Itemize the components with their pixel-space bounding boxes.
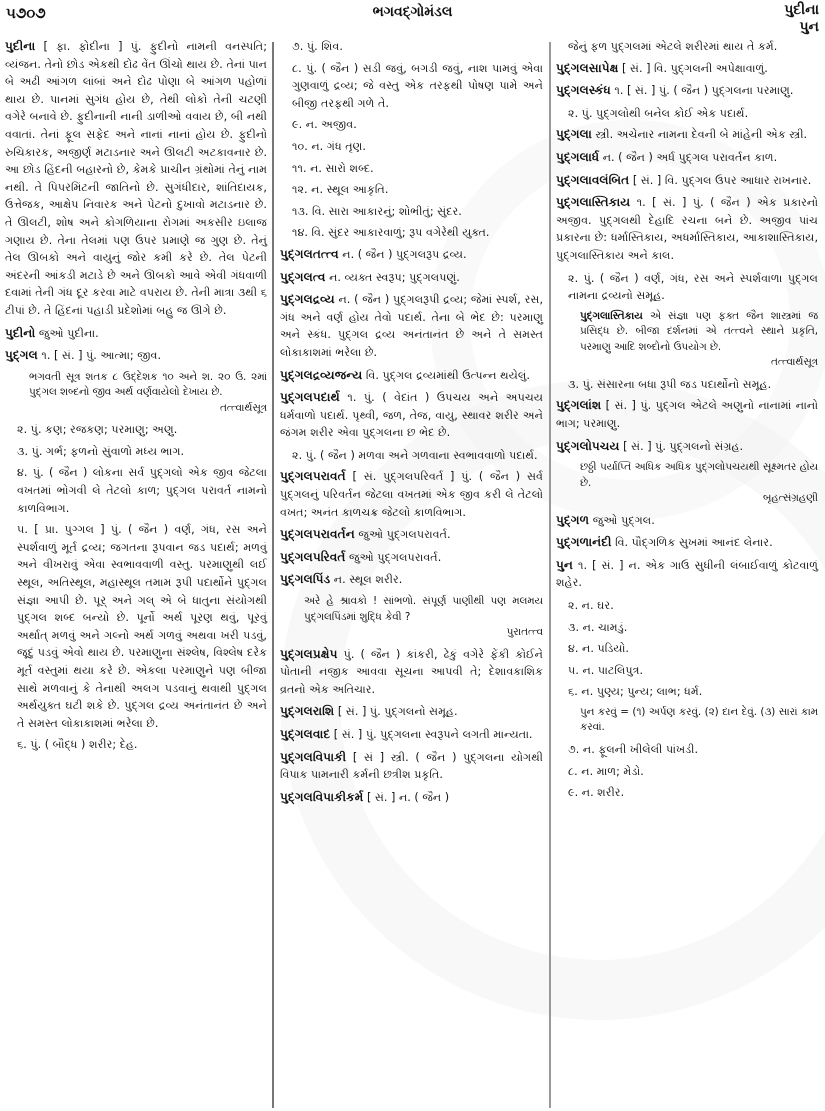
column-1: [5, 38, 267, 1111]
headword: પુદ્ગલદ્રવ્યજન્ય: [280, 367, 363, 382]
headword: પુદ્ગલવિપાકીકર્મ: [280, 789, 364, 804]
headword: પુદીના: [5, 39, 36, 53]
definition-text: જુઓ પુદ્ગલ.: [592, 513, 655, 527]
definition-text: ૧. [ સં. ] ન. એક ગાઉ સુધીની લંબાઈવાળું કોટવાળું શહેર.: [556, 558, 818, 590]
headword: પુદ્ગલોપચય: [556, 438, 620, 453]
dictionary-entry: [5, 325, 267, 343]
definition-text: ૧. પું. ( વેદાંત ) ઉપચય અને અપચય ધર્મવાળો પદાર્થ. પૃથ્વી, જળ, તેજ, વાયુ, સ્થાવર શરીર અને જંગમ શરીર એવા પુદ્ગલના છ ભેદ છે.: [280, 391, 543, 440]
headword: પુદ્ગલપરિવર્ત: [280, 549, 346, 564]
definition-text: વિ. પુદ્ગલ દ્રવ્યમાંથી ઉત્પન્ન થયેલું.: [365, 368, 530, 382]
dictionary-entry: [5, 347, 267, 365]
sense-definition: ૨. પું. પુદ્ગલોથી બનેલ કોઈ એક પદાર્થ.: [568, 106, 749, 120]
sense-definition: ૨. પું. કણ; રજકણ; પરમાણુ; અણુ.: [17, 423, 178, 437]
headword: પુદ્ગલાવલંબિત: [556, 172, 630, 187]
dictionary-entry: [556, 126, 818, 144]
guide-word-last: પુન: [799, 19, 819, 35]
dictionary-entry: [556, 557, 818, 592]
sense-definition: ૩. પું. ગર્ભ; ફળનો સુંવાળો મધ્ય ભાગ.: [17, 444, 185, 458]
sense-definition: ૮. પું. ( જૈન ) સડી જવું, બગડી જવું, નાશ પામવું એવા ગુણવાળું દ્રવ્ય; જે વસ્તુ એક તરફથી પોષણ પામે અને બીજી તરફથી ગળે તે.: [292, 61, 543, 110]
sense-definition: ૯. ન. શરીર.: [568, 786, 625, 800]
definition-text: [ સં. ] પું. પુદ્ગલનો સમૂહ.: [337, 705, 458, 719]
definition-text: ૧. [ સં. ] પું. ( જૈન ) પુદ્ગલના પરમાણુ.: [614, 84, 794, 98]
headword: પુદ્ગલ: [5, 348, 38, 363]
dictionary-entry: [280, 389, 543, 442]
dictionary-entry: [556, 438, 818, 456]
dictionary-entry: [556, 172, 818, 190]
definition-text: [ સં ] સ્ત્રી. ( જૈન ) પુદ્ગલના યોગથી વિપાક પામનારી કર્મની છત્રીશ પ્રકૃતિ.: [280, 750, 543, 782]
sense-definition: ૭. પું. શિવ.: [292, 40, 343, 53]
sense-definition: ૮. ન. માળ; મેડો.: [568, 764, 644, 778]
sense-definition: ૨. ન. ઘર.: [568, 598, 614, 612]
dictionary-entry: [556, 60, 818, 78]
headword: પુદ્ગલાસ્તિકાય: [556, 195, 631, 210]
citation-quote: [556, 309, 818, 371]
page-number: ૫૭૦૭: [6, 4, 46, 22]
definition-text: [ સં. ] પું. પુદ્ગલનો સંગ્રહ.: [623, 439, 744, 453]
dictionary-entry: [280, 269, 543, 287]
definition-text: ન. ( જૈન ) અર્ધ પુદ્ગલ પરાવર્તન કાળ.: [602, 150, 778, 164]
column-divider: [272, 42, 274, 1108]
sense-definition: ૨. પું. ( જૈન ) વર્ણ, ગંધ, રસ અને સ્પર્શવાળા પુદ્ગલ નામના દ્રવ્યનો સમૂહ.: [568, 271, 818, 303]
sense-definition: ૪. પું. ( જૈન ) લોકના સર્વ પુદ્ગલો એક જીવ જેટલા વખતમાં ભોગવી લે તેટલો કાળ; પુદ્ગલ પરાવર્ત નામનો કાળવિભાગ.: [17, 466, 267, 515]
definition-text: ન. ( જૈન ) પુદ્ગલરૂપી દ્રવ્ય; જેમાં સ્પર્શ, રસ, ગંધ અને વર્ણ હોય તેવો પદાર્થ. તેના બે ભેદ છે: પરમાણુ અને સ્કંધ. પુદ્ગલ દ્રવ્ય અનંતાનંત છે અને તે સમસ્ત લોકાકાશમાં ભરેલા છે.: [280, 293, 544, 359]
citation-source: પુરાતત્ત્વ: [506, 626, 543, 639]
definition-text: [ સં. ] વિ. પુદ્ગલ ઉપર આધાર રાખનાર.: [632, 173, 812, 187]
column-3: [556, 38, 818, 1111]
quote-text: અરે હે શ્રાવકો ! સાંભળો. સંપૂર્ણ પાણીથી પણ મલમય પુદ્ગલપિંડમાં શુદ્ધિ કેવી ?: [304, 595, 543, 623]
sense-definition: ૧૪. વિ. સુંદર આકારવાળું; રૂપ વગેરેથી યુક્ત.: [292, 226, 490, 240]
dictionary-entry: [556, 194, 818, 264]
guide-word-first: પુદીના: [784, 2, 819, 18]
dictionary-entry: [280, 726, 543, 744]
sense-definition: ૩. પું. સંસારના બધા રૂપી જડ પદાર્થોનો સમૂહ.: [568, 377, 772, 391]
dictionary-entry: [280, 703, 543, 721]
dictionary-entry: [280, 291, 543, 361]
headword: પુદીનો: [5, 325, 36, 340]
definition-text: જુઓ પુદ્ગલપરાવર્ત.: [358, 528, 451, 542]
dictionary-entry: [280, 246, 543, 264]
sense-definition: ૩. ન. ચામડું.: [568, 620, 628, 634]
definition-text: વિ. પૌદ્ગળિક સુખમાં આનંદ લેનાર.: [615, 536, 773, 550]
column-2: [280, 38, 543, 1111]
headword: પુન: [556, 557, 573, 572]
definition-text: ન. સ્થૂલ શરીર.: [333, 573, 403, 587]
headword: પુદ્ગળાનંદી: [556, 535, 612, 550]
dictionary-entry: [280, 789, 543, 807]
definition-text: પું. ( જૈન ) કાંકરી, ઢેકું વગેરે ફેંકી કોઈને પોતાની નજીક આવવા સૂચના આપવી તે; દેશાવકાશિક વ્રતનો એક અતિચાર.: [280, 647, 543, 696]
quote-text: છઠ્ઠી પર્યાપ્તિ અધિક અધિક પુદ્ગલોપચયથી સૂક્ષ્મતર હોય છે.: [580, 461, 818, 489]
sense-definition: ૬. ન. પુણ્ય; પુન્ય; લાભ; ધર્મ.: [568, 685, 703, 699]
definition-text: ન. ( જૈન ) પુદ્ગલરૂપ દ્રવ્ય.: [342, 247, 467, 261]
dictionary-entry: [556, 512, 818, 530]
dictionary-columns: [0, 38, 825, 1111]
headword: પુદ્ગલસાપેક્ષ: [556, 60, 619, 75]
headword: પુદ્ગલવાદ: [280, 726, 331, 741]
dictionary-entry: [280, 646, 543, 699]
quote-text: એ સંજ્ઞા પણ ફક્ત જૈન શાસ્ત્રમાં જ પ્રસિદ્ધ છે. બીજા દર્શનમાં એ તત્ત્વને સ્થાને પ્રકૃતિ, પરમાણુ આદિ શબ્દોનો ઉપયોગ છે.: [580, 309, 818, 353]
dictionary-entry: [5, 38, 267, 320]
headword: પુદ્ગલપરાવર્તન: [280, 527, 355, 542]
sense-definition: ૧૧. ન. સારો શબ્દ.: [292, 161, 374, 175]
sense-definition: ૧૨. ન. સ્થૂલ આકૃતિ.: [292, 183, 389, 197]
dictionary-entry: [556, 82, 818, 100]
dictionary-entry: [280, 468, 543, 521]
definition-text: [ સં. ] વિ. પુદ્ગલની અપેક્ષાવાળું.: [622, 61, 768, 75]
quote-text: પુન કરવું = (૧) અર્પણ કરવું. (૨) દાન દેવું. (૩) સારાં કામ કરવાં.: [580, 705, 818, 734]
headword: પુદ્ગલસ્કંધ: [556, 83, 611, 98]
headword: પુદ્ગલતત્ત્વ: [280, 246, 339, 261]
citation-quote: [5, 370, 267, 417]
sense-definition: ૧૦. ન. ગંધ તૃણ.: [292, 139, 366, 153]
citation-source: તત્ત્વાર્થસૂત્ર: [220, 401, 267, 414]
dictionary-entry: [556, 397, 818, 432]
column-divider: [549, 42, 551, 1108]
definition-text: [ સં. ] પું. પુદ્ગલ એટલે અણુનો નાનામાં નાનો ભાગ; પરમાણુ.: [556, 399, 818, 430]
dictionary-entry: [280, 749, 543, 784]
continued-definition: જેનું ફળ પુદ્ગલમાં એટલે શરીરમાં થાય તે કર્મ.: [568, 40, 778, 53]
definition-text: ૧. [ સં. ] પું. આત્મા; જીવ.: [41, 349, 162, 363]
citation-quote: [280, 594, 543, 641]
sense-definition: ૨. પું. ( જૈન ) મળવા અને ગળવાના સ્વભાવવાળો પદાર્થ.: [292, 448, 538, 462]
sense-definition: ૭. ન. ફૂલની ખીલેલી પાંખડી.: [568, 742, 699, 756]
dictionary-entry: [280, 571, 543, 589]
sense-definition: ૧૩. વિ. સારા આકારનું; શોભીતું; સુંદર.: [292, 204, 462, 218]
definition-text: [ સં. પુદ્ગલપરિવર્ત ] પું. ( જૈન ) સર્વ પુદ્ગલનું પરિવર્તન જેટલા વખતમાં એક જીવ કરી લે તેટલો વખત; અનંત કાળચક્ર જેટલો કાળવિભાગ.: [280, 470, 543, 519]
definition-text: જુઓ પુદીના.: [38, 326, 99, 340]
headword: પુદ્ગલા: [556, 127, 592, 142]
definition-text: જુઓ પુદ્ગલપરાવર્ત.: [349, 550, 442, 564]
definition-text: [ સં. ] પું. પુદ્ગલના સ્વરૂપને લગતી માન્યતા.: [333, 727, 533, 741]
definition-text: સ્ત્રી. અચેનાર નામના દેવની બે માંહેની એક સ્ત્રી.: [595, 128, 808, 142]
quote-text: ભગવતી સૂત્ર શતક ૮ ઉદ્દેશક ૧૦ અને શ. ૨૦ ઉ. ૨માં પુદ્ગલ શબ્દનો જીવ અર્થ વર્ણવાયેલો દેખાય છે.: [29, 370, 267, 399]
headword: પુદ્ગલાર્ધ: [556, 149, 600, 164]
dictionary-entry: [280, 549, 543, 567]
headword: પુદ્ગલદ્રવ્ય: [280, 292, 335, 307]
quote-headword: પુદ્ગલાસ્તિકાય: [580, 309, 643, 322]
headword: પુદ્ગલપિંડ: [280, 572, 331, 587]
page-header: [0, 0, 825, 40]
sense-definition: ૯. ન. અજીવ.: [292, 118, 357, 132]
citation-quote: [556, 705, 818, 736]
headword: પુદ્ગળ: [556, 512, 590, 527]
headword: પુદ્ગલરાશિ: [280, 704, 335, 719]
citation-source: તત્ત્વાર્થસૂત્ર: [771, 356, 818, 369]
headword: પુદ્ગલપદાર્થ: [280, 390, 340, 405]
citation-quote: [556, 460, 818, 507]
book-title: ભગવદ્ગોમંડલ: [372, 4, 453, 20]
definition-text: ૧. [ સં. ] પું. ( જૈન ) એક પ્રકારનો અજીવ. પુદ્ગલથી દેહાદિ રચના બને છે. અજીવ પાંચ પ્રકારના છે: ધર્માસ્તિકાય, અધર્માસ્તિકાય, આકાશાસ્તિકાય, પુદ્ગલાસ્તિકાય અને કાલ.: [556, 196, 818, 262]
guide-words: [784, 2, 819, 36]
sense-definition: ૫. ન. પાટલિપુત્ર.: [568, 663, 644, 677]
dictionary-entry: [556, 534, 818, 552]
sense-definition: ૫. [ પ્રા. પુગ્ગલ ] પું. ( જૈન ) વર્ણ, ગંધ, રસ અને સ્પર્શવાળું મૂર્ત દ્રવ્ય; જગતના રૂપવાન જડ પદાર્થ; મળવું અને વીખરાવું એવા સ્વભાવવાળી વસ્તુ. પરમાણુથી લઈ સ્થૂલ, અતિસ્થૂલ, મહાસ્થૂલ તમામ રૂપી પદાર્થોને પુદ્ગલ સંજ્ઞા આપી છે. પૂર્ અને ગલ્ એ બે ધાતુના સંયોગથી પુદ્ગલ શબ્દ બન્યો છે. પૂર્નો અર્થ પૂરણ થવું, પૂરવું અર્થાત્ મળવું અને ગલ્નો અર્થ ગળવું અથવા ખરી પડવું, જૂદું પડવું એવો થાય છે. પરમાણુના સંશ્લેષ, વિશ્લેષ દરેક મૂર્ત વસ્તુમાં થયા કરે છે. એકલા પરમાણુને પણ બીજા સાથે મળવાનું કે તેનાથી અલગ પડવાનું થવાથી પુદ્ગલ અર્થયુક્ત ઘટી શકે છે. પુદ્ગલ દ્રવ્ય અનંતાનંત છે અને તે સમસ્ત લોકાકાશમાં ભરેલા છે.: [17, 523, 267, 730]
headword: પુદ્ગલવિપાકી: [280, 749, 347, 764]
headword: પુદ્ગલપ્રક્ષેપ: [280, 646, 338, 661]
definition-text: [ ફા. ફોદીના ] પું. ફુદીનો નામની વનસ્પતિ; વ્યંજન. તેનો છોડ એકથી દોઢ વેંત ઊંચો થાય છે. તેનાં પાન બે અઢી આંગળ લાંબાં અને દોઢ પોણા બે આંગળ પહોળાં થાય છે. પાનમાં સુગંધ હોય છે, તેથી લોકો તેની ચટણી વગેરે બનાવે છે. ફુદીનાની નાની ડાળીઓ વવાય છે, બી નથી વવાતાં. તેનાં ફૂલ સફેદ અને નાનાં નાનાં હોય છે. ફુદીનો રુચિકારક, અજીર્ણ મટાડનાર અને ઊલટી અટકાવનાર છે. આ છોડ હિંદની બહારનો છે, કેમકે પ્રાચીન ગ્રંથોમાં તેનું નામ નથી. તે પિપરમિંટની જાતિનો છે. સુગંધીદાર, શાંતિદાયક, ઉત્તેજક, આક્ષેપ નિવારક અને પેટનો દુખાવો મટાડનાર છે. તે ઊલટી, શોષ અને કોગળિયાના રોગમાં અકસીર ઇલાજ ગણાય છે. તેના તેલમાં પણ ઉપર પ્રમાણે જ ગુણ છે. તેનું તેલ ઊબકો અને વાયુનું જોર કમી કરે છે. તેલ પેટની અંદરની આંકડી મટાડે છે અને ઊબકો આવે એવી ગંધવાળી દવામાં તેની ગંધ દૂર કરવા માટે વપરાય છે. તેની માત્રા ૩થી ૬ ટીપાં છે. તે હિંદનાં પહાડી પ્રદેશોમાં બહુ જ ઊગે છે.: [5, 40, 267, 317]
dictionary-entry: [280, 526, 543, 544]
definition-text: [ સં. ] ન. ( જૈન ): [366, 790, 450, 804]
headword: પુદ્ગલાંશ: [556, 398, 602, 413]
definition-text: ન. વ્યક્ત સ્વરૂપ; પુદ્ગલપણું.: [329, 270, 460, 284]
dictionary-entry: [280, 367, 543, 385]
citation-source: બૃહત્સંગ્રહણી: [763, 492, 818, 505]
headword: પુદ્ગલપરાવર્ત: [280, 469, 346, 484]
sense-definition: ૪. ન. પડિયો.: [568, 642, 629, 656]
dictionary-entry: [556, 149, 818, 167]
headword: પુદ્ગલત્વ: [280, 269, 326, 284]
sense-definition: ૬. પું. ( બૌદ્ધ ) શરીર; દેહ.: [17, 738, 138, 752]
